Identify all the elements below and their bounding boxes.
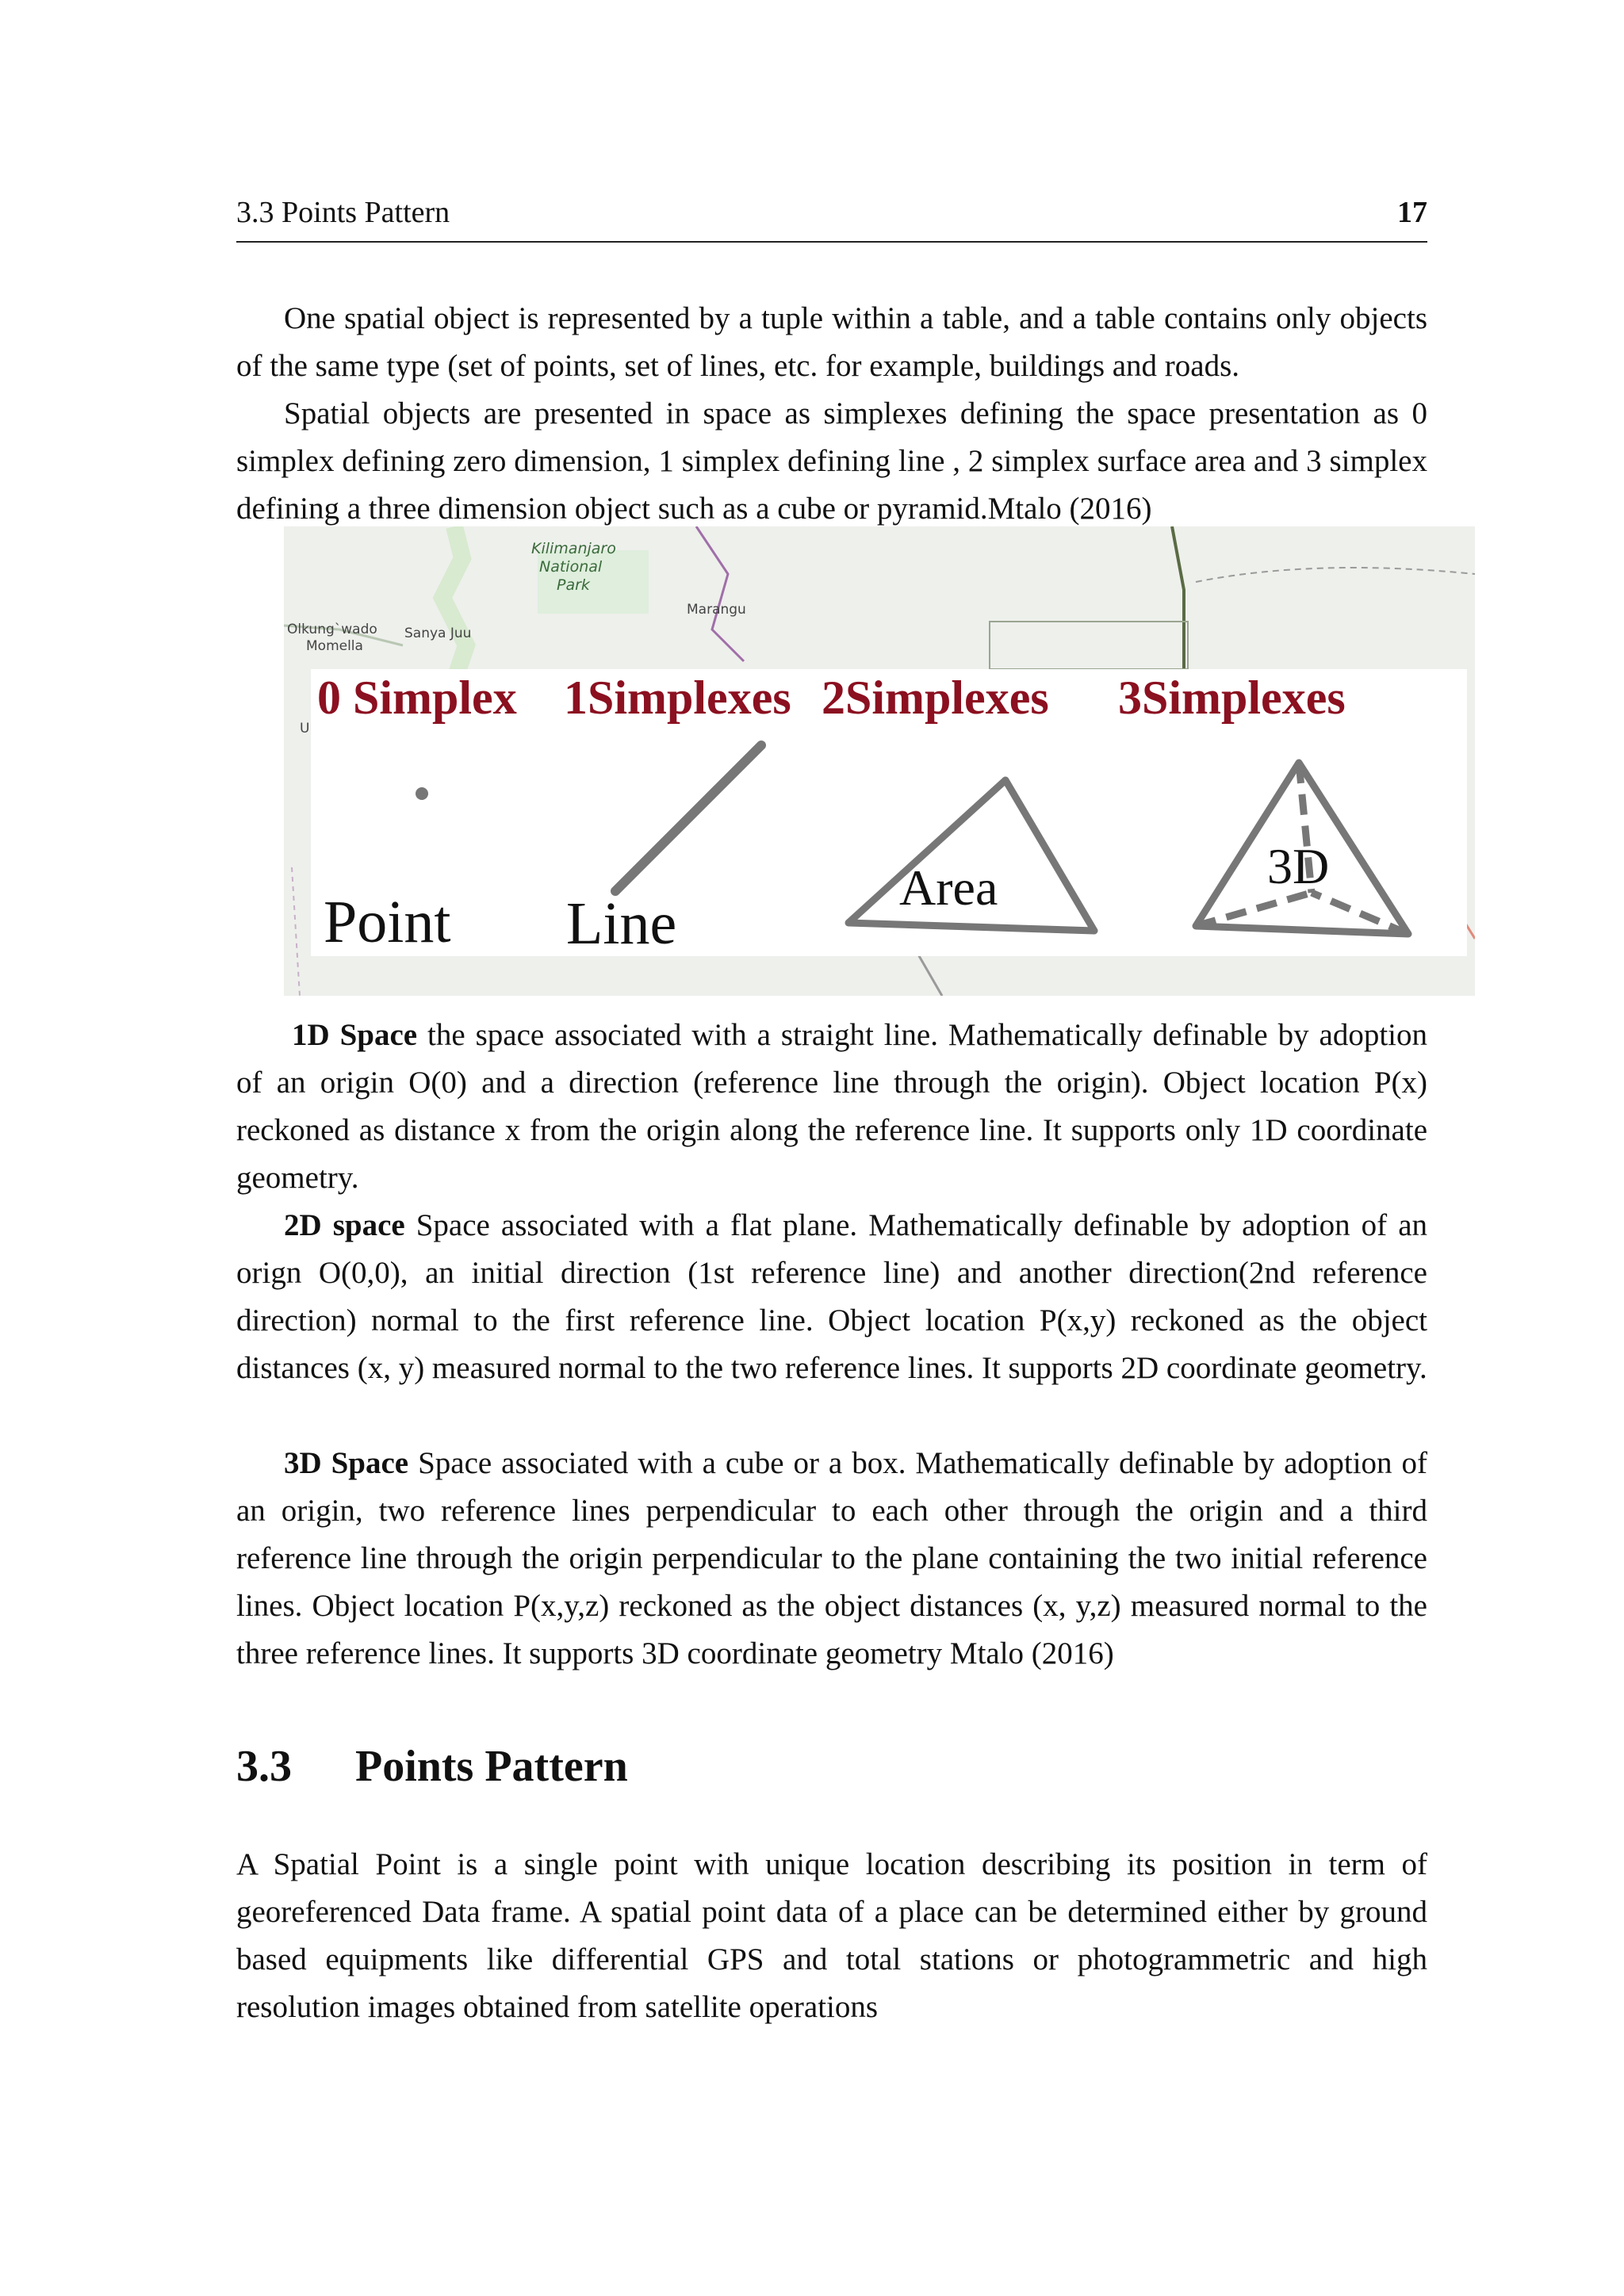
running-header-section: 3.3 Points Pattern [236,196,450,229]
paragraph-1 [236,295,1427,390]
term-2d-space: 2D space [284,1208,405,1242]
title-0-simplex: 0 Simplex [317,672,517,724]
simplexes-figure [284,526,1475,996]
title-3-simplexes: 3Simplexes [1118,672,1346,724]
map-label-olkung-1: Olkung`wado [287,622,377,637]
term-3d-space: 3D Space [284,1446,409,1480]
map-label-marangu: Marangu [687,602,746,618]
paragraph-3d-space [236,1440,1427,1678]
title-1-simplexes: 1Simplexes [564,672,791,724]
section-title: Points Pattern [355,1742,628,1791]
paragraph-2-text: Spatial objects are presented in space as simplexes defining the space presentation as 0 simplex defining zero dimension, 1 simplex defining line , 2 simplex surface area and 3 simplex defining a three dimension object such as a cube or pyramid.Mtalo (2016) [236,396,1427,526]
term-1d-space: 1D Space [292,1018,418,1052]
map-label-olkung-2: Momella [306,638,363,654]
map-label-park-1: Kilimanjaro [531,540,616,557]
title-2-simplexes: 2Simplexes [822,672,1049,724]
section-heading [236,1741,628,1792]
paragraph-2d-space-text: Space associated with a flat plane. Mathematically definable by adoption of an orign O(0,0), an initial direction (1st reference line) and another direction(2nd reference direction) normal to the first reference line. Object location P(x,y) reckoned as the object distances (x, y) measured normal to the two reference lines. It supports 2D coordinate geometry. [236,1208,1428,1385]
label-3d: 3D [1267,838,1330,894]
map-label-park-3: Park [557,576,590,594]
paragraph-points-pattern [236,1841,1427,2031]
map-label-u: U [300,721,310,737]
label-line: Line [566,890,677,957]
paragraph-1-text: One spatial object is represented by a tuple within a table, and a table contains only objects of the same type (set of points, set of lines, etc. for example, buildings and roads. [236,301,1427,383]
paragraph-points-pattern-text: A Spatial Point is a single point with unique location describing its position in term of georeferenced Data frame. A spatial point data of a place can be determined either by ground based equipments like differential GPS and total stations or photogrammetric and high resolution images obtained from satellite operations [236,1847,1427,2024]
paragraph-1d-space [236,1012,1427,1202]
page-number: 17 [1397,196,1427,229]
map-label-sanya: Sanya Juu [404,626,472,641]
point-shape [416,787,428,800]
label-area: Area [899,859,998,916]
running-header [236,195,1427,243]
simplexes-figure-svg [284,526,1475,996]
paragraph-2 [236,390,1427,533]
section-number: 3.3 [236,1742,292,1791]
paragraph-2d-space [236,1202,1427,1392]
label-point: Point [324,889,451,955]
paragraph-3d-space-text: Space associated with a cube or a box. Mathematically definable by adoption of an origin, two reference lines perpendicular to each other through the origin and a third reference line through the origin perpendicular to the plane containing the two initial reference lines. Object location P(x,y,z) reckoned as the object distances (x, y,z) measured normal to the three reference lines. It supports 3D coordinate geometry Mtalo (2016) [236,1446,1427,1670]
paragraph-1d-space-text: the space associated with a straight line. Mathematically definable by adoption of an origin O(0) and a direction (reference line through the origin). Object location P(x) reckoned as distance x from the origin along the reference line. It supports only 1D coordinate geometry. [236,1018,1427,1195]
map-label-park-2: National [539,558,603,576]
